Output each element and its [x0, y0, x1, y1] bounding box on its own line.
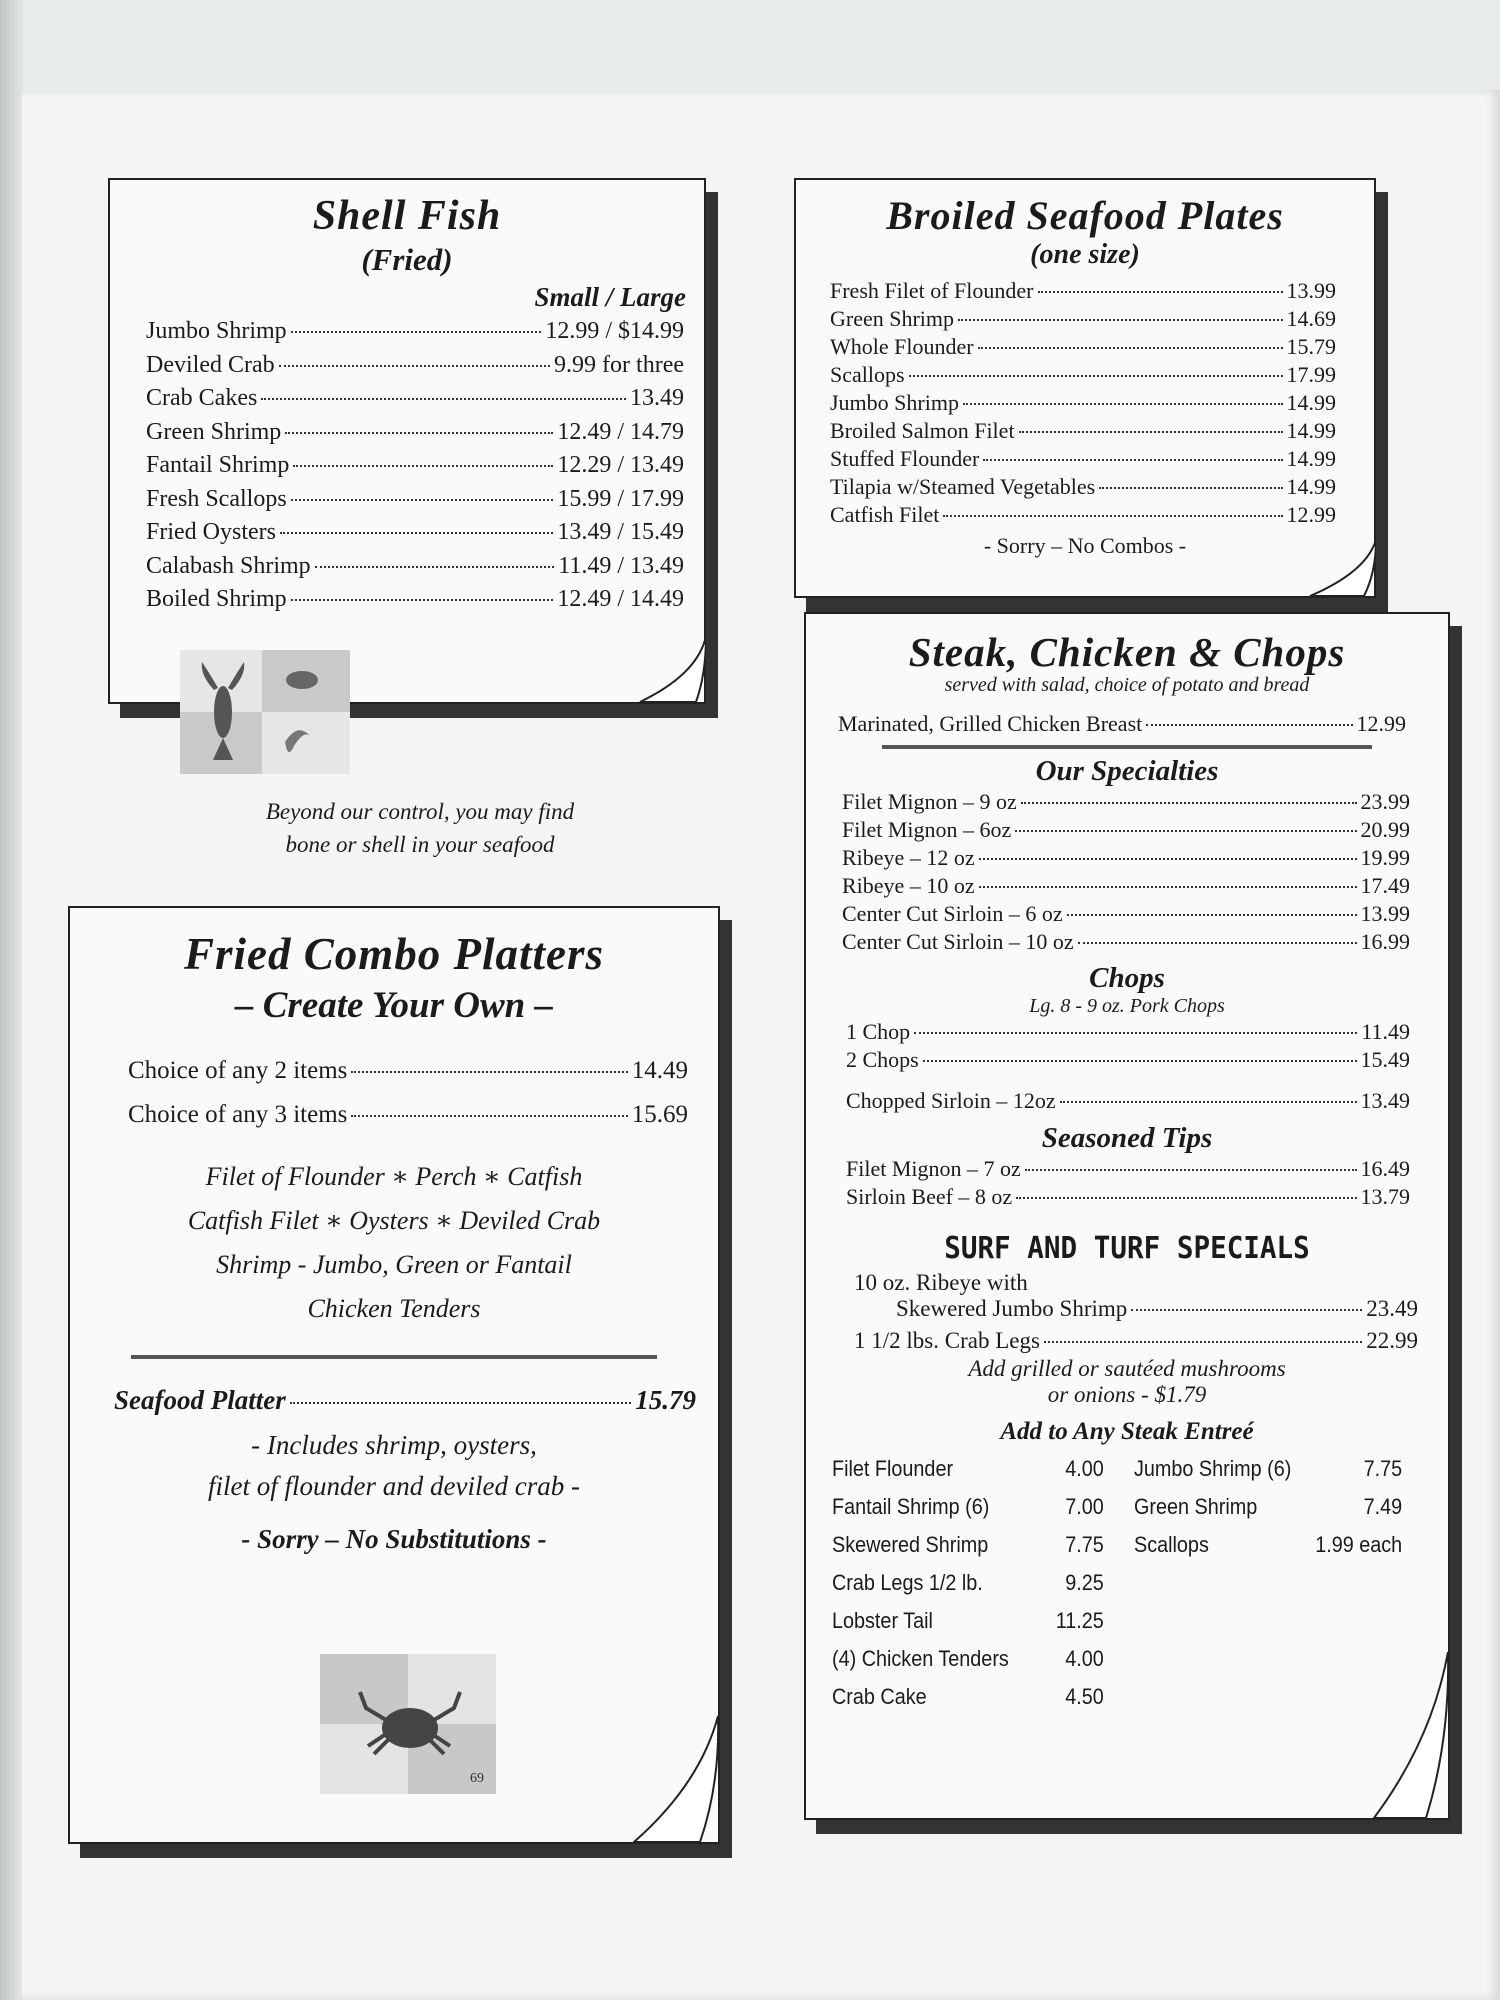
combo-choice-line: Chicken Tenders: [307, 1294, 481, 1323]
leader-dots: [315, 566, 555, 568]
addon-item: [832, 1678, 1104, 1716]
chicken-price: 12.99: [1356, 711, 1406, 736]
leader-dots: [1131, 1309, 1362, 1311]
item-price: 12.49 / 14.79: [557, 418, 684, 445]
item-name: Ribeye – 12 oz: [842, 845, 975, 870]
item-price: 13.49: [630, 385, 684, 411]
item-name: Stuffed Flounder: [830, 446, 980, 471]
item-price: 9.99 for three: [554, 351, 684, 378]
crab-tile: [320, 1654, 496, 1794]
item-name: Fantail Shrimp: [146, 452, 290, 478]
mushroom-line1: Add grilled or sautéed mushrooms: [968, 1356, 1286, 1381]
shellfish-card: [108, 178, 706, 704]
addon-price: 7.75: [1363, 1456, 1403, 1481]
combo-item: [128, 1049, 688, 1093]
chicken-row: [806, 711, 1448, 737]
surf2-price: 22.99: [1366, 1328, 1418, 1353]
leader-dots: [1146, 724, 1352, 726]
item-price: 13.99: [1286, 278, 1336, 303]
seafood-platter-row: [70, 1385, 718, 1416]
leader-dots: [291, 331, 542, 333]
chops-list: [806, 1018, 1448, 1074]
crab-icon: [320, 1654, 496, 1794]
item-price: 17.99: [1286, 362, 1336, 387]
specialty-item: [842, 816, 1410, 844]
addon-item: [832, 1526, 1104, 1564]
addon-item: [1134, 1526, 1402, 1564]
combo-choices: [70, 1155, 718, 1331]
leader-dots: [280, 532, 553, 534]
item-name: Fresh Filet of Flounder: [830, 278, 1034, 303]
combo-card: [68, 906, 720, 1844]
item-name: Crab Cakes: [146, 385, 258, 411]
combo-item: [128, 1093, 688, 1137]
addon-name: Crab Legs 1/2 lb.: [832, 1570, 983, 1595]
item-name: Tilapia w/Steamed Vegetables: [830, 474, 1096, 499]
leader-dots: [914, 1032, 1357, 1034]
addon-name: Jumbo Shrimp (6): [1134, 1456, 1292, 1481]
addon-price: 7.00: [1065, 1494, 1104, 1519]
leader-dots: [1016, 1197, 1356, 1199]
shellfish-item: [146, 416, 684, 450]
platter-desc-line2: filet of flounder and deviled crab -: [208, 1471, 580, 1501]
addon-item: [832, 1640, 1104, 1678]
lobster-shrimp-tile: [180, 650, 350, 774]
item-price: 14.99: [1286, 474, 1336, 499]
shellfish-item: [146, 516, 684, 550]
addon-price: 7.49: [1363, 1494, 1403, 1519]
item-name: Ribeye – 10 oz: [842, 873, 975, 898]
leader-dots: [923, 1060, 1357, 1062]
shellfish-item: [146, 550, 684, 584]
item-name: Catfish Filet: [830, 502, 940, 527]
broiled-title: Broiled Seafood Plates: [886, 193, 1284, 238]
broiled-item: [830, 389, 1336, 417]
leader-dots: [983, 459, 1282, 461]
chicken-name: Marinated, Grilled Chicken Breast: [838, 711, 1143, 736]
item-name: Whole Flounder: [830, 334, 974, 359]
combo-subtitle: – Create Your Own –: [235, 985, 553, 1026]
item-price: 12.49 / 14.49: [557, 586, 684, 612]
leader-dots: [1078, 942, 1357, 944]
combo-choice-line: Catfish Filet ∗ Oysters ∗ Deviled Crab: [187, 1206, 601, 1235]
item-price: 12.99: [1286, 502, 1336, 527]
leader-dots: [293, 465, 553, 467]
specialty-item: [842, 844, 1410, 872]
item-name: Broiled Salmon Filet: [830, 418, 1015, 443]
combo-footer: - Sorry – No Substitutions -: [241, 1524, 547, 1554]
chop-item: [846, 1018, 1410, 1046]
leader-dots: [1044, 1341, 1362, 1343]
surf2-row: [806, 1328, 1448, 1354]
item-price: 14.99: [1286, 446, 1336, 471]
leader-dots: [1060, 1101, 1357, 1103]
leader-dots: [1021, 802, 1357, 804]
bone-notice: [130, 795, 710, 861]
item-price: 15.99 / 17.99: [557, 485, 684, 512]
combo-choice-line: Shrimp - Jumbo, Green or Fantail: [216, 1250, 572, 1279]
surf2-name: 1 1/2 lbs. Crab Legs: [854, 1328, 1040, 1353]
leader-dots: [1099, 487, 1282, 489]
item-name: Filet Mignon – 9 oz: [842, 789, 1017, 814]
addon-name: Fantail Shrimp (6): [832, 1494, 990, 1519]
seafood-platter-price: 15.79: [635, 1385, 696, 1415]
mushroom-line2: or onions - $1.79: [1047, 1382, 1207, 1407]
leader-dots: [291, 499, 554, 501]
leader-dots: [291, 599, 554, 601]
item-name: 2 Chops: [846, 1047, 919, 1072]
item-price: 16.49: [1360, 1156, 1410, 1181]
tile-number: 69: [470, 1771, 484, 1786]
specialty-item: [842, 900, 1410, 928]
chops-title: Chops: [1089, 962, 1165, 994]
addons-left: [832, 1450, 1104, 1716]
leader-dots: [1038, 291, 1283, 293]
addon-name: Crab Cake: [832, 1684, 927, 1709]
platter-desc-line1: - Includes shrimp, oysters,: [251, 1430, 537, 1460]
leader-dots: [290, 1402, 632, 1404]
item-name: Filet Mignon – 7 oz: [846, 1156, 1021, 1181]
item-name: Scallops: [830, 362, 905, 387]
addon-price: 9.25: [1065, 1570, 1104, 1595]
item-price: 12.99 / $14.99: [545, 318, 684, 344]
item-price: 14.69: [1286, 306, 1336, 331]
surf-turf-title: SURF AND TURF SPECIALS: [944, 1231, 1310, 1266]
item-price: 13.79: [1360, 1184, 1410, 1209]
leader-dots: [979, 858, 1357, 860]
specialties-list: [806, 788, 1448, 956]
item-price: 14.49: [631, 1057, 688, 1084]
item-name: Sirloin Beef – 8 oz: [846, 1184, 1013, 1209]
item-price: 20.99: [1360, 817, 1410, 842]
item-name: Boiled Shrimp: [146, 586, 287, 612]
addon-price: 7.75: [1065, 1532, 1104, 1557]
chopped-sirloin-name: Chopped Sirloin – 12oz: [846, 1088, 1056, 1113]
tips-title: Seasoned Tips: [1041, 1122, 1213, 1154]
leader-dots: [1025, 1169, 1357, 1171]
item-price: 14.99: [1286, 390, 1336, 415]
surf1-name: Skewered Jumbo Shrimp: [896, 1296, 1128, 1321]
addon-item: [1134, 1450, 1402, 1488]
chop-item: [846, 1046, 1410, 1074]
combo-title: Fried Combo Platters: [183, 929, 604, 979]
item-price: 19.99: [1360, 845, 1410, 870]
item-name: Green Shrimp: [146, 418, 282, 445]
shellfish-item: [146, 315, 684, 349]
surf1-price: 23.49: [1366, 1296, 1418, 1321]
item-name: Calabash Shrimp: [146, 552, 311, 579]
surf1-line1: 10 oz. Ribeye with: [854, 1270, 1028, 1295]
binding-gutter: [0, 0, 24, 2000]
shellfish-title: Shell Fish: [312, 193, 502, 239]
shellfish-item: [146, 449, 684, 483]
addon-name: Scallops: [1134, 1532, 1209, 1557]
shellfish-subtitle: (Fried): [361, 242, 453, 277]
broiled-item: [830, 445, 1336, 473]
addon-name: Green Shrimp: [1134, 1494, 1258, 1519]
leader-dots: [1015, 830, 1356, 832]
leader-dots: [958, 319, 1282, 321]
steak-title: Steak, Chicken & Chops: [908, 629, 1346, 675]
leader-dots: [261, 398, 626, 400]
seafood-platter-name: Seafood Platter: [114, 1385, 286, 1415]
leader-dots: [963, 403, 1283, 405]
bone-notice-line2: bone or shell in your seafood: [285, 832, 555, 857]
broiled-item: [830, 501, 1336, 529]
addon-item: [1134, 1488, 1402, 1526]
shellfish-list: [110, 315, 704, 617]
shellfish-item: [146, 349, 684, 383]
tips-list: [806, 1155, 1448, 1211]
addon-item: [832, 1450, 1104, 1488]
item-price: 23.99: [1360, 789, 1410, 814]
addon-item: [832, 1488, 1104, 1526]
leader-dots: [978, 347, 1283, 349]
addon-name: (4) Chicken Tenders: [832, 1646, 1009, 1671]
broiled-card: [794, 178, 1376, 598]
item-price: 16.99: [1360, 929, 1410, 954]
shellfish-item: [146, 583, 684, 617]
item-name: Filet Mignon – 6oz: [842, 817, 1012, 842]
specialties-title: Our Specialties: [1035, 755, 1219, 787]
addon-price: 11.25: [1055, 1608, 1104, 1633]
leader-dots: [351, 1115, 627, 1117]
item-name: Fried Oysters: [146, 519, 276, 545]
shellfish-size-header: Small / Large: [534, 282, 686, 312]
leader-dots: [909, 375, 1283, 377]
specialty-item: [842, 928, 1410, 956]
item-name: Jumbo Shrimp: [830, 390, 959, 415]
item-price: 15.69: [631, 1101, 688, 1128]
item-price: 17.49: [1360, 873, 1410, 898]
addon-item: [832, 1602, 1104, 1640]
broiled-item: [830, 417, 1336, 445]
addon-name: Lobster Tail: [832, 1608, 933, 1633]
broiled-subtitle: (one size): [1030, 239, 1140, 270]
specialty-item: [842, 872, 1410, 900]
leader-dots: [1067, 914, 1357, 916]
broiled-item: [830, 333, 1336, 361]
steak-card: [804, 612, 1450, 1820]
addon-name: Filet Flounder: [832, 1456, 954, 1481]
combo-divider: [131, 1355, 657, 1359]
leader-dots: [279, 365, 550, 367]
surf1-row: [806, 1296, 1448, 1322]
combo-list: [70, 1049, 718, 1137]
item-name: Center Cut Sirloin – 10 oz: [842, 929, 1074, 954]
item-name: Green Shrimp: [830, 306, 955, 331]
item-name: Choice of any 3 items: [128, 1101, 348, 1128]
item-name: Center Cut Sirloin – 6 oz: [842, 901, 1063, 926]
addons-columns: [806, 1450, 1448, 1716]
broiled-item: [830, 361, 1336, 389]
item-price: 12.29 / 13.49: [557, 452, 684, 478]
broiled-item: [830, 277, 1336, 305]
leader-dots: [351, 1071, 627, 1073]
chops-subtitle: Lg. 8 - 9 oz. Pork Chops: [1029, 995, 1225, 1017]
shellfish-item: [146, 483, 684, 517]
shellfish-item: [146, 382, 684, 416]
chopped-sirloin-price: 13.49: [1360, 1088, 1410, 1113]
broiled-item: [830, 473, 1336, 501]
item-price: 15.79: [1286, 334, 1336, 359]
addon-price: 1.99 each: [1315, 1532, 1403, 1557]
lobster-icon: [180, 650, 350, 774]
tip-item: [846, 1155, 1410, 1183]
broiled-list: [796, 277, 1374, 529]
leader-dots: [979, 886, 1357, 888]
addon-price: 4.50: [1065, 1684, 1104, 1709]
item-name: Deviled Crab: [146, 351, 275, 378]
item-price: 13.49 / 15.49: [557, 519, 684, 545]
item-name: Choice of any 2 items: [128, 1057, 348, 1084]
specialty-item: [842, 788, 1410, 816]
item-name: Jumbo Shrimp: [146, 318, 287, 344]
addon-name: Skewered Shrimp: [832, 1532, 989, 1557]
item-price: 15.49: [1360, 1047, 1410, 1072]
bone-notice-line1: Beyond our control, you may find: [265, 799, 575, 824]
leader-dots: [1019, 431, 1283, 433]
addons-right: [1134, 1450, 1402, 1716]
item-price: 11.49: [1361, 1019, 1410, 1044]
steak-subtitle: served with salad, choice of potato and bread: [944, 674, 1310, 696]
leader-dots: [285, 432, 553, 434]
item-name: Fresh Scallops: [146, 485, 287, 512]
steak-divider: [882, 745, 1372, 749]
item-name: 1 Chop: [846, 1019, 911, 1044]
broiled-item: [830, 305, 1336, 333]
combo-choice-line: Filet of Flounder ∗ Perch ∗ Catfish: [205, 1162, 583, 1191]
tip-item: [846, 1183, 1410, 1211]
item-price: 14.99: [1286, 418, 1336, 443]
chopped-sirloin-row: [806, 1088, 1448, 1114]
item-price: 13.99: [1360, 901, 1410, 926]
leader-dots: [943, 515, 1282, 517]
item-price: 11.49 / 13.49: [558, 552, 684, 579]
addon-item: [832, 1564, 1104, 1602]
addon-price: 4.00: [1065, 1646, 1104, 1671]
addons-title: Add to Any Steak Entreé: [1000, 1418, 1254, 1445]
addon-price: 4.00: [1065, 1456, 1104, 1481]
broiled-footer: - Sorry – No Combos -: [983, 533, 1187, 558]
